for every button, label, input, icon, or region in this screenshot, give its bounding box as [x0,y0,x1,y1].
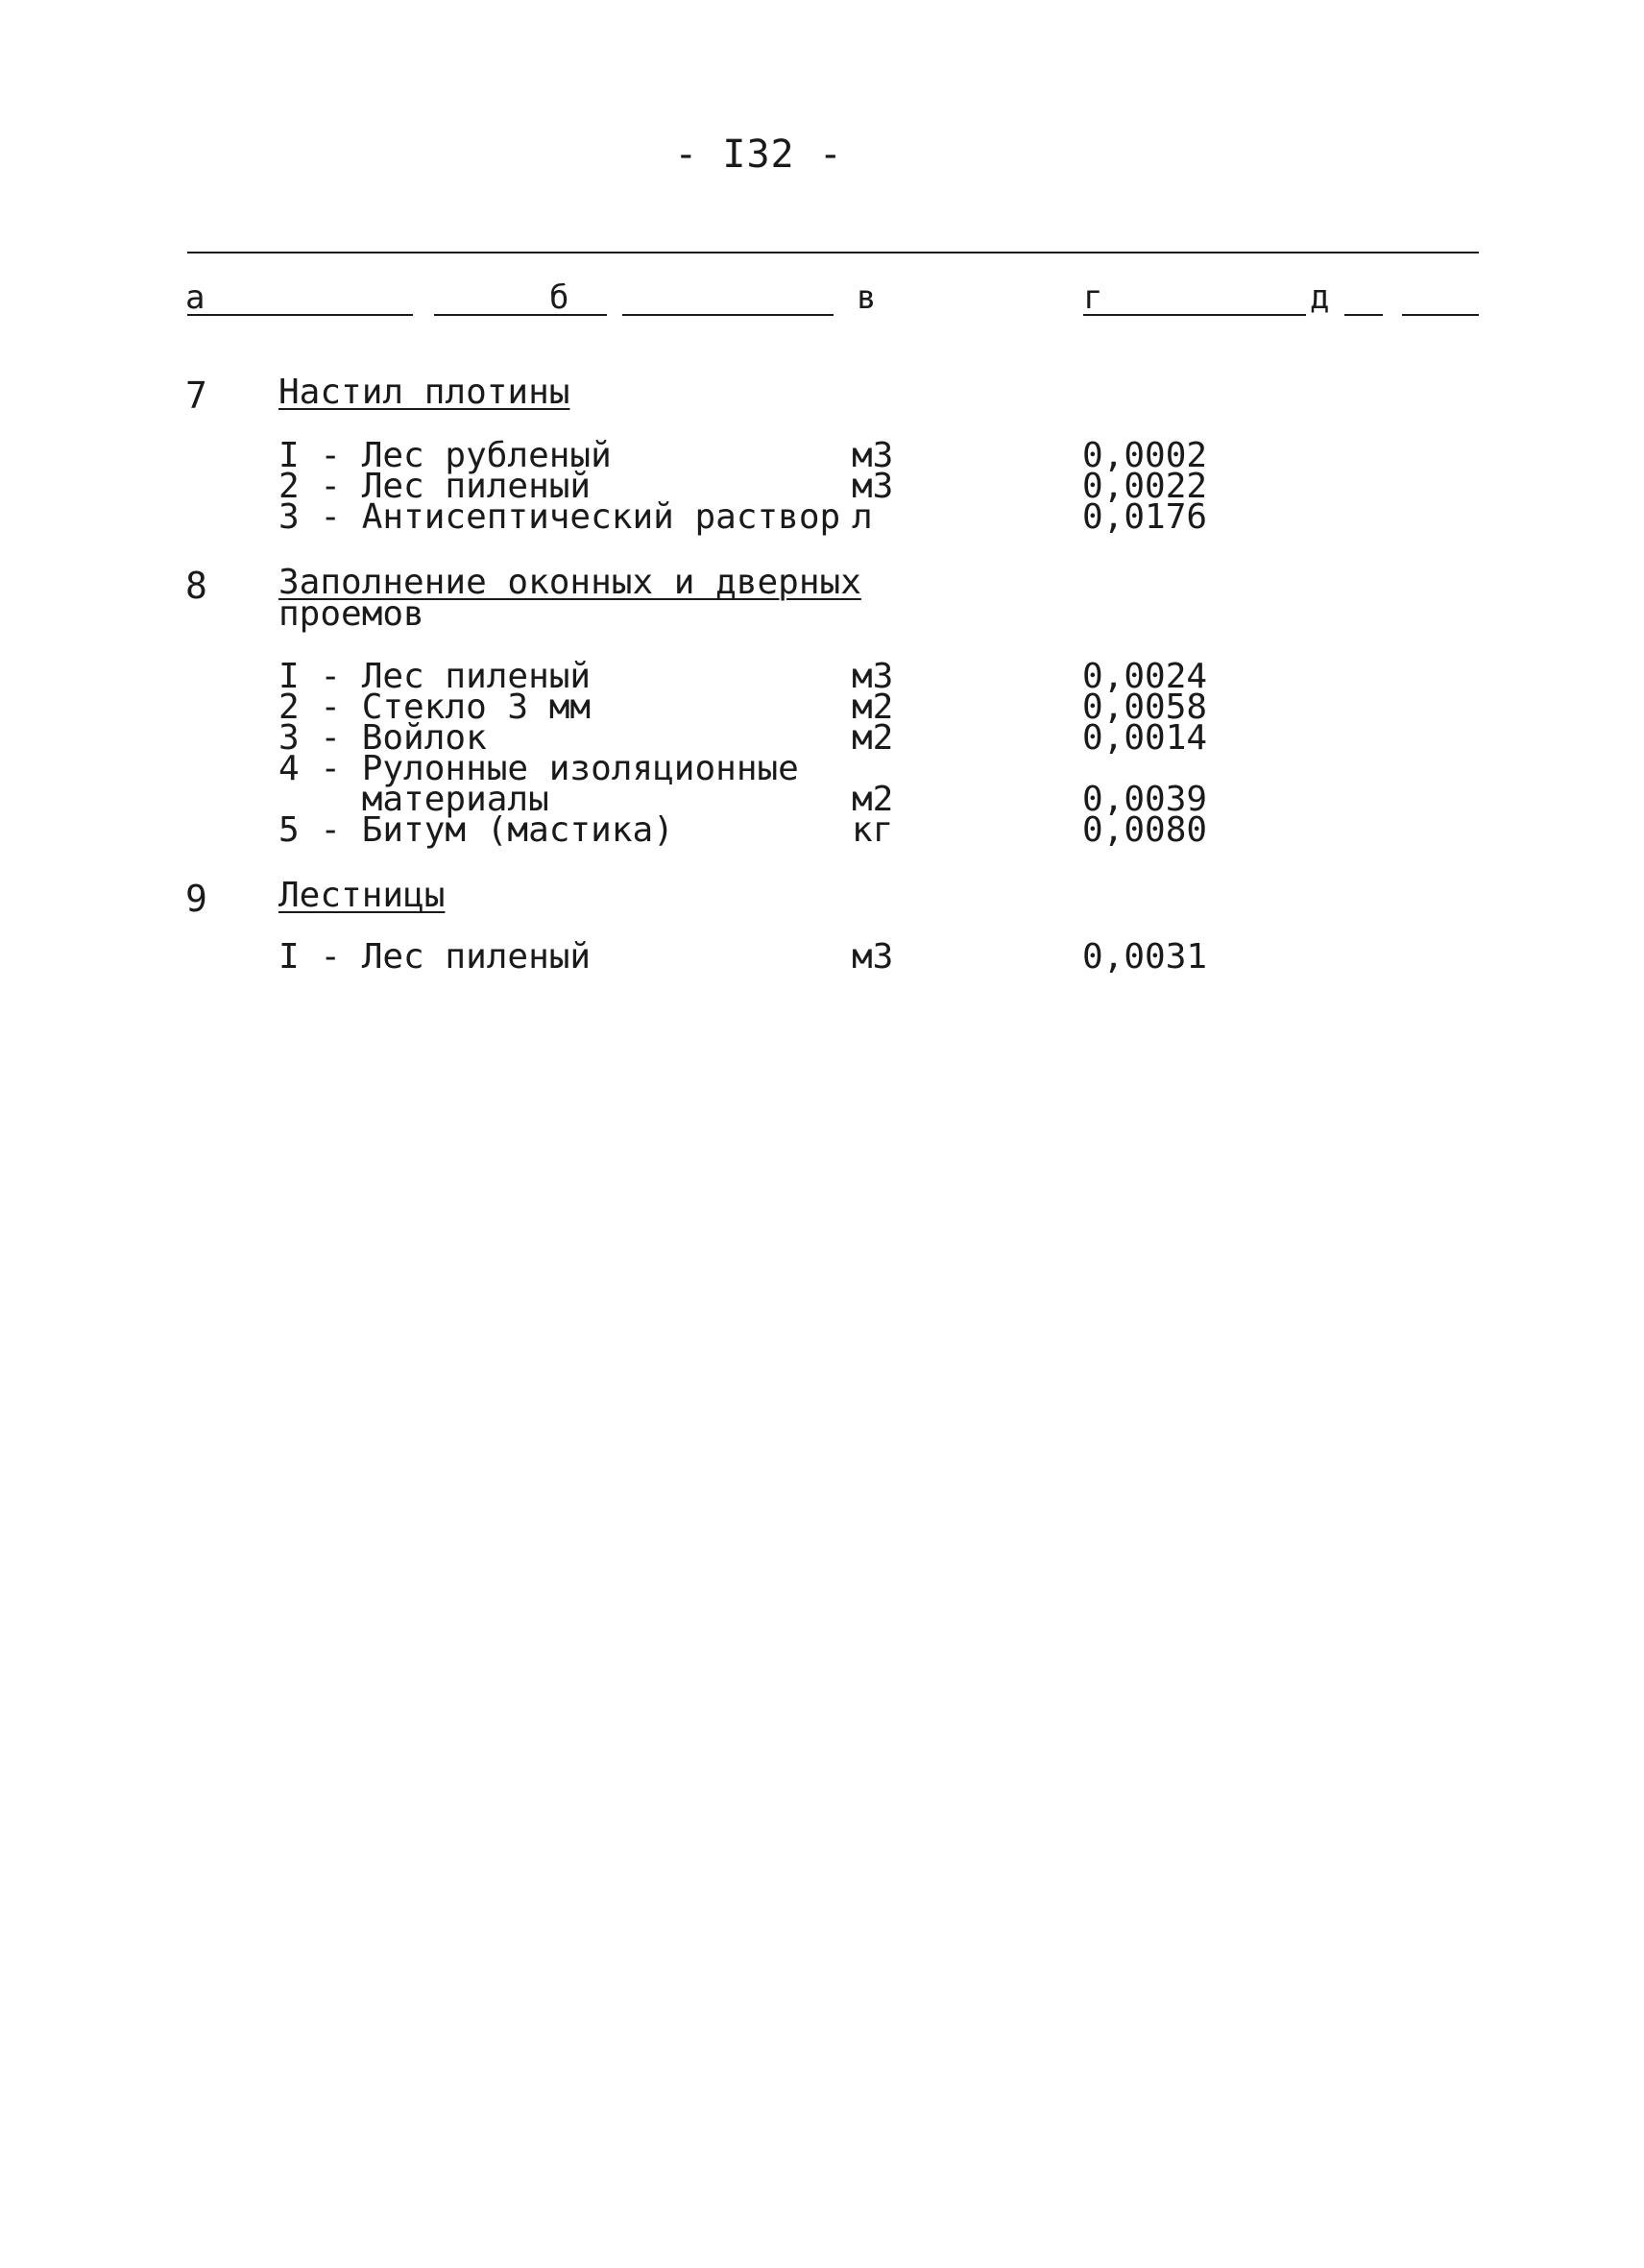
item-unit: кг [852,810,894,850]
section-title [278,876,446,915]
section-title-continuation: проемов [278,594,424,634]
column-header-g: г [1083,278,1103,317]
item-unit: м3 [852,937,894,977]
column-header-b: б [549,278,569,317]
section-title [278,373,570,412]
section-number: 9 [185,878,207,920]
item-unit: м3 [852,657,894,696]
item-label: 3 - Войлок [278,718,487,758]
item-value: 0,0176 [1082,497,1208,537]
top-rule [187,252,1479,253]
item-value: 0,0024 [1082,657,1208,696]
header-underline [1402,314,1479,316]
section-title-text: Заполнение оконных и дверных [278,563,861,602]
item-unit: л [852,497,873,537]
header-underline [1344,314,1383,316]
header-underline [187,314,413,316]
column-header-v: в [857,278,877,317]
item-value: 0,0014 [1082,718,1208,758]
section-number: 8 [185,565,207,607]
section-title-text: Лестницы [278,876,446,915]
item-label: 2 - Лес пиленый [278,467,592,506]
column-header-d: д [1310,278,1330,317]
item-unit: м2 [852,780,894,819]
header-underline [1083,314,1306,316]
section-title [278,563,861,634]
section-number: 7 [185,374,207,417]
item-unit: м2 [852,688,894,727]
column-header-a: а [185,278,206,317]
header-underline [434,314,607,316]
item-label: 2 - Стекло 3 мм [278,688,592,727]
item-label: 3 - Антисептический раствор [278,497,841,537]
item-label: 5 - Битум (мастика) [278,810,674,850]
item-value: 0,0080 [1082,810,1208,850]
item-label: материалы [278,780,549,819]
section-title-text: Настил плотины [278,373,570,412]
item-label: I - Лес рубленый [278,436,612,475]
item-unit: м2 [852,718,894,758]
item-label: I - Лес пиленый [278,937,592,977]
item-value: 0,0002 [1082,436,1208,475]
item-unit: м3 [852,467,894,506]
page-number: - I32 - [674,133,843,177]
header-underline [622,314,834,316]
item-value: 0,0031 [1082,937,1208,977]
item-label: I - Лес пиленый [278,657,592,696]
item-label: 4 - Рулонные изоляционные [278,749,799,788]
item-value: 0,0039 [1082,780,1208,819]
item-value: 0,0022 [1082,467,1208,506]
item-value: 0,0058 [1082,688,1208,727]
item-unit: м3 [852,436,894,475]
